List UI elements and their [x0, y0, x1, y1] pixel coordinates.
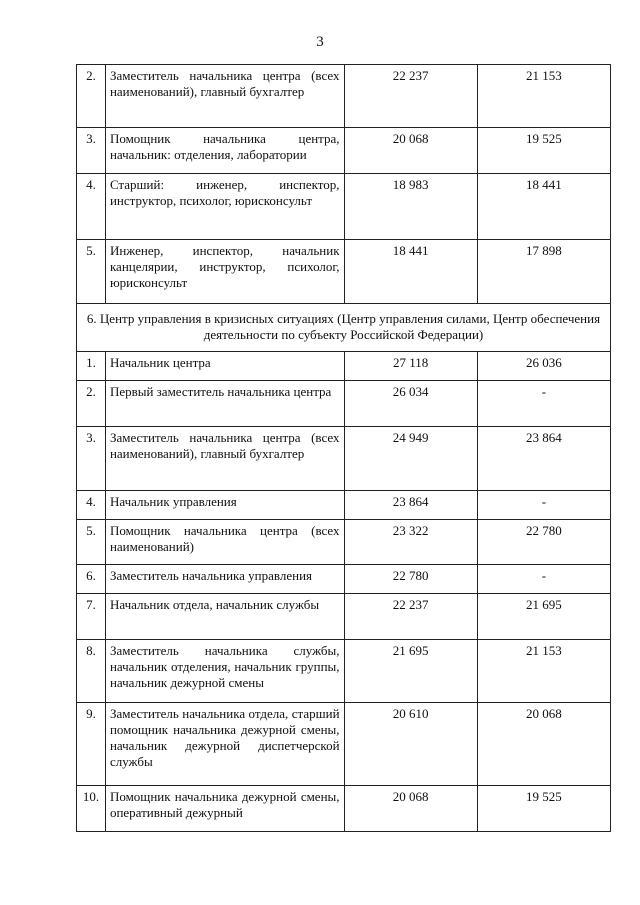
table-row [77, 491, 611, 520]
table-row [77, 381, 611, 427]
salary-value: 21 695 [344, 640, 477, 703]
position-title: Первый заместитель начальника центра [105, 381, 344, 427]
salary-value: - [477, 565, 610, 594]
row-number: 4. [77, 174, 106, 240]
table-row [77, 174, 611, 240]
row-number: 5. [77, 520, 106, 565]
row-number: 8. [77, 640, 106, 703]
salary-value: - [477, 491, 610, 520]
salary-value: 22 237 [344, 65, 477, 128]
position-title: Помощник начальника дежурной смены, оперативный дежурный [105, 786, 344, 832]
salary-value: 21 153 [477, 65, 610, 128]
salary-value: 27 118 [344, 352, 477, 381]
table-row [77, 565, 611, 594]
position-title: Старший: инженер, инспектор, инструктор, психолог, юрисконсульт [105, 174, 344, 240]
salary-value: 17 898 [477, 240, 610, 304]
salary-value: 20 610 [344, 703, 477, 786]
page-number: 3 [316, 34, 324, 50]
row-number: 3. [77, 128, 106, 174]
row-number: 6. [77, 565, 106, 594]
salary-value: 20 068 [344, 128, 477, 174]
section-row [77, 304, 611, 352]
row-number: 1. [77, 352, 106, 381]
salary-value: 20 068 [344, 786, 477, 832]
salary-value: 26 036 [477, 352, 610, 381]
salary-value: 26 034 [344, 381, 477, 427]
salary-value: 21 695 [477, 594, 610, 640]
table-row [77, 594, 611, 640]
position-title: Инженер, инспектор, начальник канцелярии, инструктор, психолог, юрисконсульт [105, 240, 344, 304]
salary-value: 22 237 [344, 594, 477, 640]
position-title: Заместитель начальника управления [105, 565, 344, 594]
salary-value: - [477, 381, 610, 427]
salary-table [76, 64, 611, 832]
table-row [77, 128, 611, 174]
position-title: Начальник отдела, начальник службы [105, 594, 344, 640]
salary-value: 23 864 [344, 491, 477, 520]
salary-value: 18 983 [344, 174, 477, 240]
table-row [77, 786, 611, 832]
salary-value: 19 525 [477, 128, 610, 174]
row-number: 9. [77, 703, 106, 786]
row-number: 5. [77, 240, 106, 304]
position-title: Заместитель начальника службы, начальник отделения, начальник группы, начальник дежурной смены [105, 640, 344, 703]
salary-value: 24 949 [344, 427, 477, 491]
row-number: 3. [77, 427, 106, 491]
salary-value: 18 441 [344, 240, 477, 304]
salary-value: 21 153 [477, 640, 610, 703]
salary-value: 18 441 [477, 174, 610, 240]
position-title: Начальник центра [105, 352, 344, 381]
salary-value: 22 780 [477, 520, 610, 565]
table-row [77, 65, 611, 128]
position-title: Помощник начальника центра, начальник: отделения, лаборатории [105, 128, 344, 174]
table-row [77, 427, 611, 491]
salary-value: 20 068 [477, 703, 610, 786]
position-title: Начальник управления [105, 491, 344, 520]
position-title: Помощник начальника центра (всех наименований) [105, 520, 344, 565]
position-title: Заместитель начальника центра (всех наименований), главный бухгалтер [105, 427, 344, 491]
salary-value: 23 322 [344, 520, 477, 565]
table-row [77, 520, 611, 565]
row-number: 10. [77, 786, 106, 832]
table-row [77, 640, 611, 703]
position-title: Заместитель начальника отдела, старший помощник начальника дежурной смены, начальник дежурной диспетчерской службы [105, 703, 344, 786]
row-number: 7. [77, 594, 106, 640]
row-number: 2. [77, 65, 106, 128]
table-row [77, 352, 611, 381]
row-number: 2. [77, 381, 106, 427]
salary-value: 19 525 [477, 786, 610, 832]
salary-value: 23 864 [477, 427, 610, 491]
salary-value: 22 780 [344, 565, 477, 594]
table-row [77, 703, 611, 786]
position-title: Заместитель начальника центра (всех наименований), главный бухгалтер [105, 65, 344, 128]
section-title: 6. Центр управления в кризисных ситуациях (Центр управления силами, Центр обеспечения деятельности по субъекту Российской Федерации) [77, 304, 611, 352]
table-row [77, 240, 611, 304]
row-number: 4. [77, 491, 106, 520]
